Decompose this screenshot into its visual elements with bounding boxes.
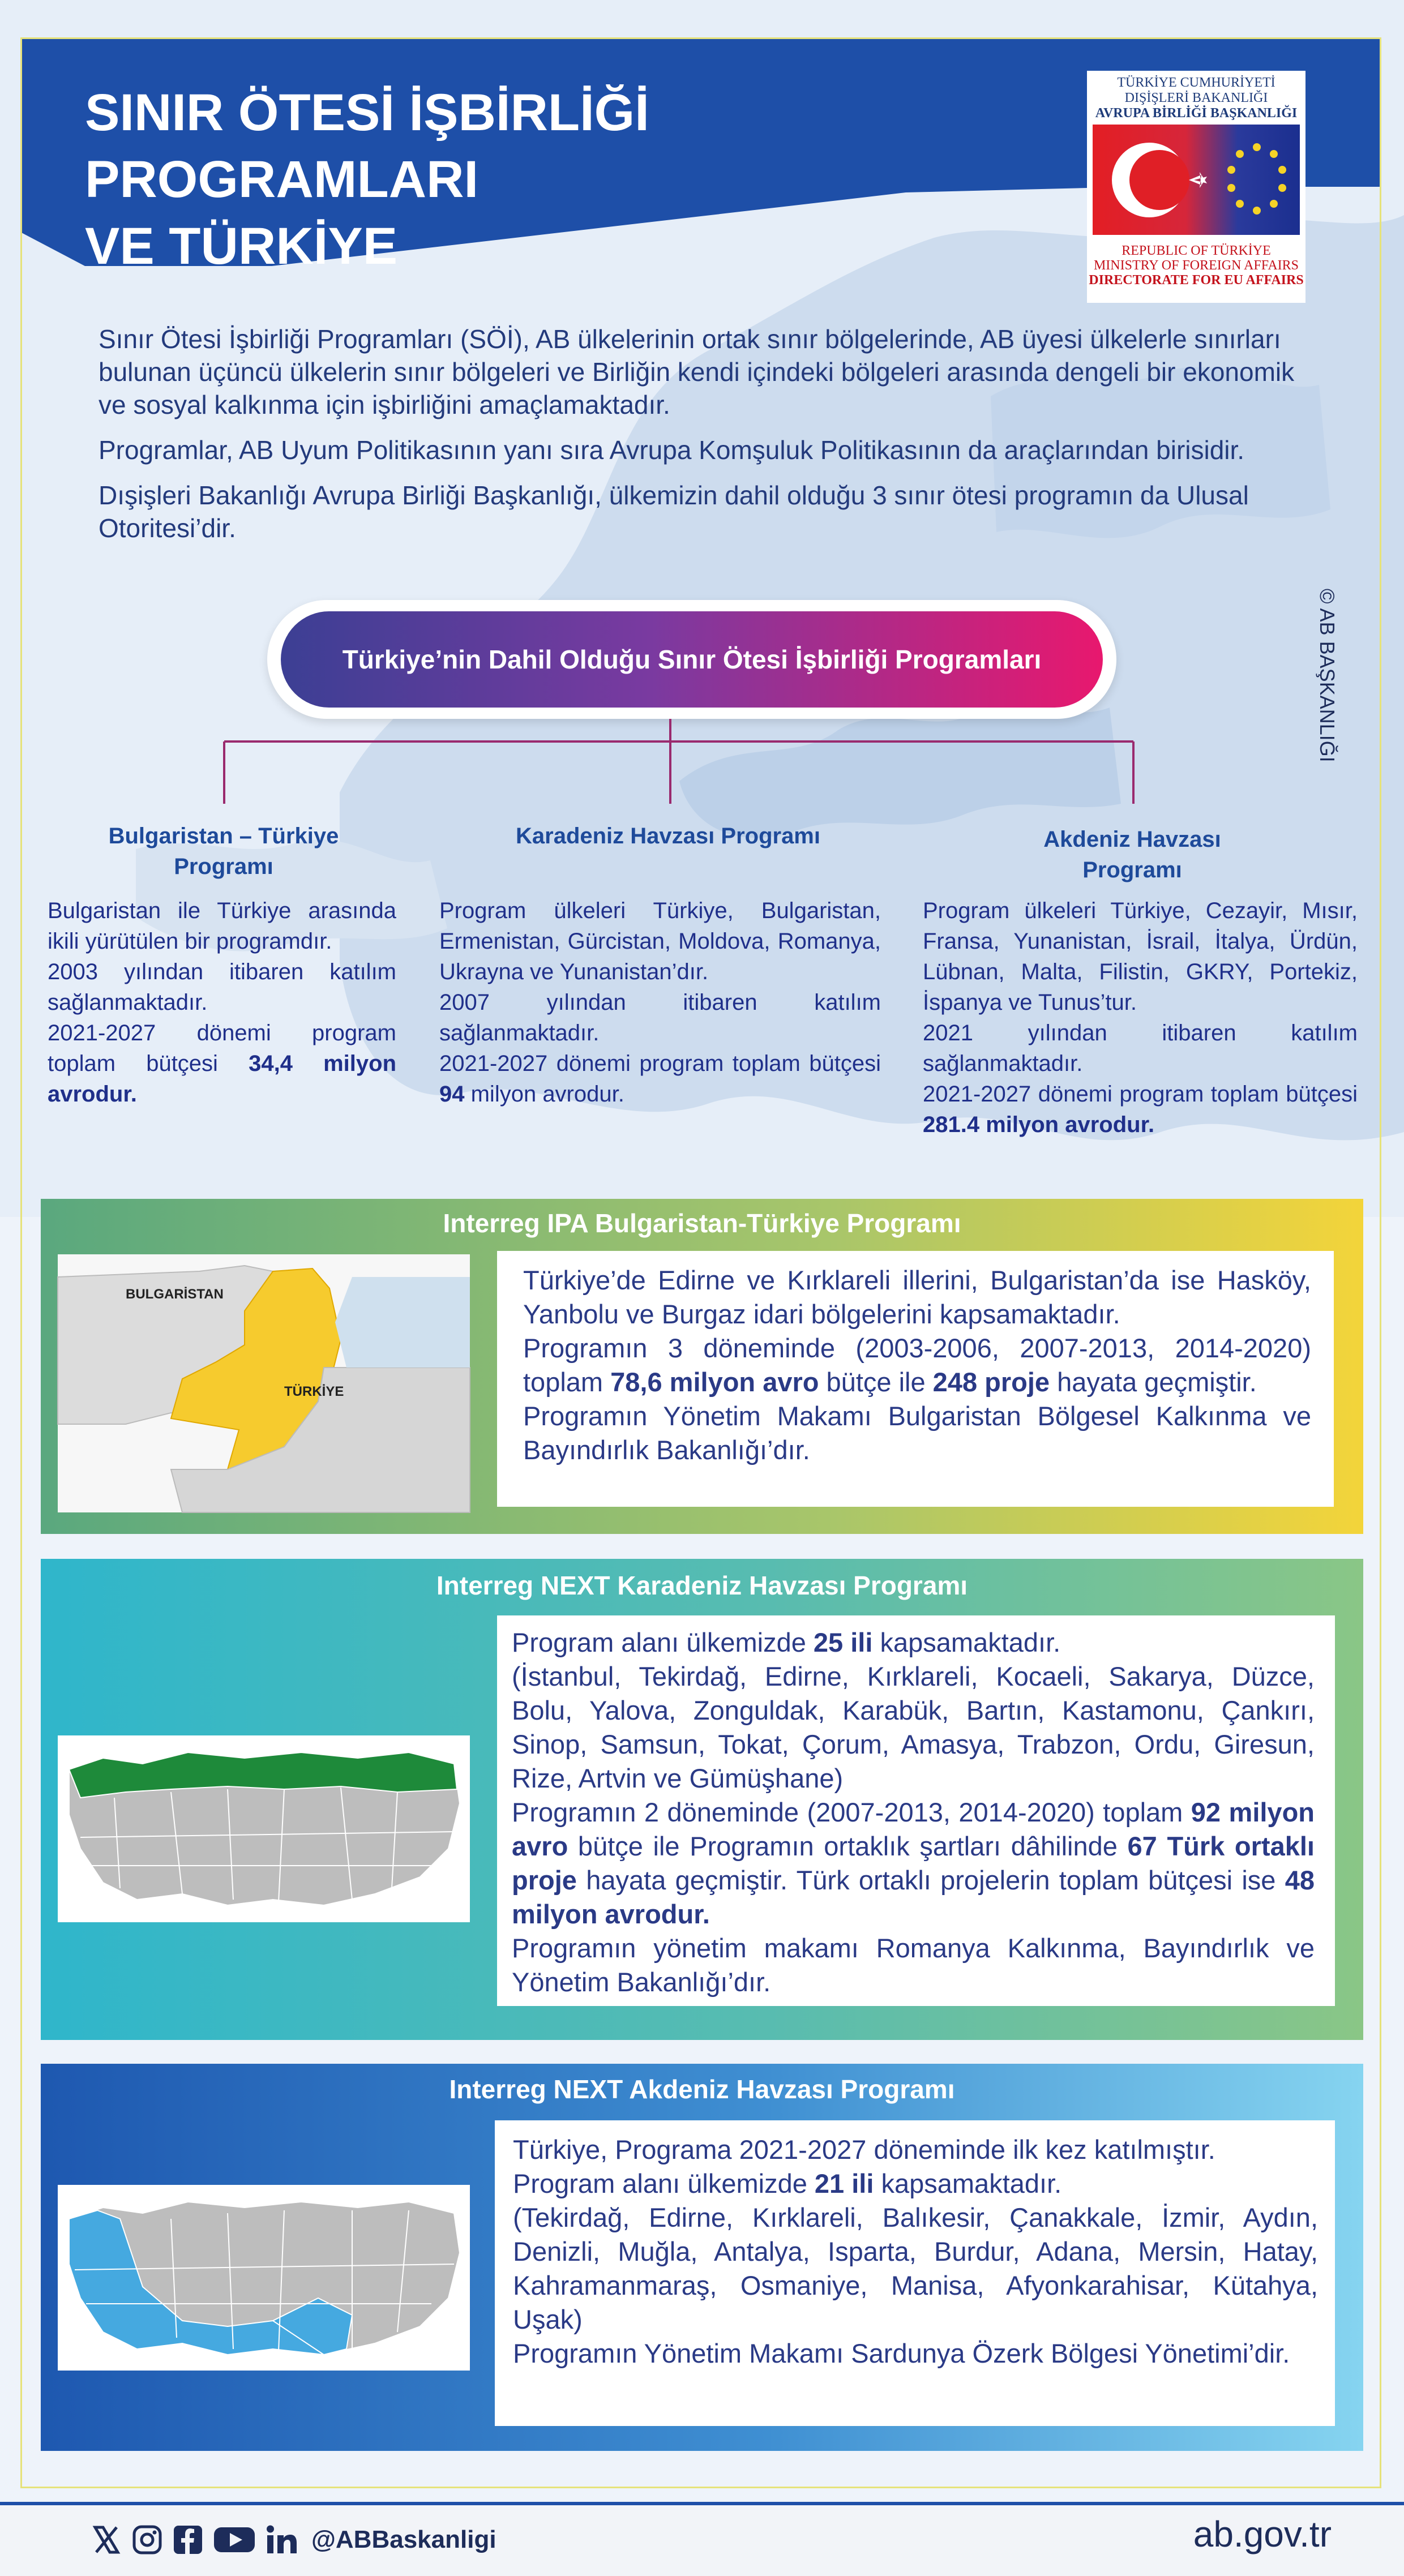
title-line-2: VE TÜRKİYE bbox=[85, 217, 398, 275]
title-line-1: SINIR ÖTESİ İŞBİRLİĞİ PROGRAMLARI bbox=[85, 84, 649, 208]
map-label-turkey: TÜRKİYE bbox=[284, 1384, 344, 1399]
bulgaria-turkey-map bbox=[58, 1254, 470, 1512]
panel2-p3-c: bütçe ile Programın ortaklık şartları dâhilinde bbox=[568, 1831, 1128, 1861]
panel2-paragraph-4: Programın yönetim makamı Romanya Kalkınma, Bayındırlık ve Yönetim Bakanlığı’dır. bbox=[512, 1933, 1315, 1997]
logo-en-line-3: DIRECTORATE FOR EU AFFAIRS bbox=[1089, 273, 1304, 288]
panel2-p3-projects: 67 Türk ortaklı proje bbox=[512, 1831, 1315, 1895]
panel3-paragraph-4: Programın Yönetim Makamı Sardunya Özerk Bölgesi Yönetimi’dir. bbox=[513, 2338, 1290, 2368]
panel2-p1-c: kapsamaktadır. bbox=[872, 1627, 1061, 1657]
mediterranean-map-svg bbox=[58, 2185, 470, 2371]
column-text-mediterranean bbox=[923, 895, 1358, 1140]
panel1-paragraph-1: Türkiye’de Edirne ve Kırklareli illerini, Bulgaristan’da ise Hasköy, Yanbolu ve Burgaz idari bölgelerini kapsamaktadır. bbox=[523, 1265, 1311, 1329]
panel-mediterranean bbox=[41, 2064, 1363, 2451]
intro-paragraph-2: Programlar, AB Uyum Politikasının yanı sıra Avrupa Komşuluk Politikasının da araçlarından birisidir. bbox=[99, 435, 1245, 465]
column-text-bulgaria bbox=[48, 895, 396, 1109]
column-title-black-sea: Karadeniz Havzası Programı bbox=[516, 824, 820, 848]
logo-tr-line-2: DIŞİŞLERİ BAKANLIĞI bbox=[1124, 91, 1268, 105]
column-title-bulgaria: Bulgaristan – Türkiye Programı bbox=[108, 824, 339, 879]
column-text-mediterranean-body: Program ülkeleri Türkiye, Cezayir, Mısır, Fransa, Yunanistan, İsrail, İtalya, Ürdün, Lübnan, Malta, Filistin, GKRY, Portekiz, İspanya ve Tunus’tur. 2021 yılından itibaren katılım sağlanmaktadır. 2021-2027 dönemi program toplam bütçesi bbox=[923, 898, 1358, 1107]
connector-lines bbox=[0, 0, 1404, 849]
instagram-icon[interactable] bbox=[131, 2524, 163, 2556]
programs-heading: Türkiye’nin Dahil Olduğu Sınır Ötesi İşbirliği Programları bbox=[281, 611, 1103, 708]
panel2-p1-a: Program alanı ülkemizde bbox=[512, 1627, 814, 1657]
linkedin-icon[interactable] bbox=[265, 2524, 299, 2556]
panel2-p3-a: Programın 2 döneminde (2007-2013, 2014-2020) toplam bbox=[512, 1797, 1191, 1827]
panel-text-black-sea bbox=[497, 1615, 1335, 2006]
column-title-mediterranean: Akdeniz Havzası Programı bbox=[1043, 827, 1221, 882]
panel-title-bulgaria-turkey: Interreg IPA Bulgaristan-Türkiye Programı bbox=[443, 1208, 961, 1238]
logo-tr-line-3: AVRUPA BİRLİĞİ BAŞKANLIĞI bbox=[1095, 106, 1298, 121]
panel2-p3-e: hayata geçmiştir. Türk ortaklı projelerin toplam bütçesi ise bbox=[576, 1865, 1285, 1895]
youtube-icon[interactable] bbox=[213, 2524, 256, 2556]
intro-paragraph-1: Sınır Ötesi İşbirliği Programları (SÖİ), AB ülkelerinin ortak sınır bölgelerinde, AB üyesi ülkelerle sınırları bulunan üçüncü ülkelerin sınır bölgeleri ve Birliğin kendi içindeki bölgeleri arasında dengeli bir ekonomik ve sosyal kalkınma için işbirliğini amaçlamaktadır. bbox=[99, 324, 1295, 419]
column-text-mediterranean-bold: 281.4 milyon avrodur. bbox=[923, 1112, 1155, 1137]
panel1-p2-budget: 78,6 milyon avro bbox=[610, 1367, 819, 1397]
panel2-p1-count: 25 ili bbox=[813, 1627, 873, 1657]
black-sea-map bbox=[58, 1735, 470, 1922]
intro-paragraph-3: Dışişleri Bakanlığı Avrupa Birliği Başkanlığı, ülkemizin dahil olduğu 3 sınır ötesi programın da Ulusal Otoritesi’dir. bbox=[99, 481, 1249, 543]
panel1-p2-c: bütçe ile bbox=[819, 1367, 933, 1397]
panel3-paragraph-1: Türkiye, Programa 2021-2027 döneminde ilk kez katılmıştır. bbox=[513, 2134, 1215, 2164]
bulgaria-turkey-map-svg bbox=[58, 1254, 470, 1512]
panel-text-bulgaria-turkey bbox=[497, 1251, 1334, 1507]
column-text-black-sea bbox=[439, 895, 881, 1109]
panel3-paragraph-3: (Tekirdağ, Edirne, Kırklareli, Balıkesir, Çanakkale, İzmir, Aydın, Denizli, Muğla, Antalya, Isparta, Burdur, Adana, Mersin, Hatay, Kahramanmaraş, Osmaniye, Manisa, Afyonkarahisar, Kütahya, Uşak) bbox=[513, 2202, 1318, 2334]
panel3-p2-a: Program alanı ülkemizde bbox=[513, 2168, 815, 2198]
column-text-bulgaria-body: Bulgaristan ile Türkiye arasında ikili yürütülen bir programdır. 2003 yılından itibaren katılım sağlanmaktadır. 2021-2027 dönemi program toplam bütçesi bbox=[48, 898, 396, 1076]
copyright-text: © AB BAŞKANLIĞI bbox=[1316, 589, 1339, 762]
panel2-paragraph-2: (İstanbul, Tekirdağ, Edirne, Kırklareli, Kocaeli, Sakarya, Düzce, Bolu, Yalova, Zonguldak, Karabük, Bartın, Kastamonu, Çankırı, Sinop, Samsun, Tokat, Çorum, Amasya, Trabzon, Ordu, Giresun, Rize, Artvin ve Gümüşhane) bbox=[512, 1661, 1315, 1793]
panel3-p2-c: kapsamaktadır. bbox=[874, 2168, 1062, 2198]
footer-divider bbox=[0, 2502, 1404, 2505]
panel-title-black-sea: Interreg NEXT Karadeniz Havzası Programı bbox=[436, 1571, 968, 1600]
panel3-paragraph-2 bbox=[513, 2167, 1318, 2201]
x-icon[interactable] bbox=[91, 2524, 122, 2556]
panel2-p3-budget: 92 milyon avro bbox=[512, 1797, 1315, 1861]
panel2-paragraph-3 bbox=[512, 1795, 1315, 1931]
map-label-bulgaria: BULGARİSTAN bbox=[126, 1287, 224, 1302]
panel2-paragraph-1 bbox=[512, 1626, 1315, 1660]
social-links bbox=[91, 2520, 496, 2560]
column-text-black-sea-body: Program ülkeleri Türkiye, Bulgaristan, Ermenistan, Gürcistan, Moldova, Romanya, Ukrayna ve Yunanistan’dır. 2007 yılından itibaren katılım sağlanmaktadır. 2021-2027 dönemi program toplam bütçesi bbox=[439, 898, 881, 1076]
panel-text-mediterranean bbox=[495, 2120, 1335, 2426]
panel2-p3-total: 48 milyon avrodur. bbox=[512, 1865, 1315, 1929]
facebook-icon[interactable] bbox=[172, 2524, 204, 2556]
black-sea-map-svg bbox=[58, 1735, 470, 1922]
logo-en-line-1: REPUBLIC OF TÜRKİYE bbox=[1122, 243, 1271, 258]
logo-en-line-2: MINISTRY OF FOREIGN AFFAIRS bbox=[1093, 258, 1299, 273]
website-link[interactable]: ab.gov.tr bbox=[1193, 2514, 1332, 2554]
panel3-p2-count: 21 ili bbox=[814, 2168, 874, 2198]
panel-black-sea bbox=[41, 1559, 1363, 2040]
column-text-black-sea-after: milyon avrodur. bbox=[464, 1082, 624, 1107]
panel1-p2-e: hayata geçmiştir. bbox=[1050, 1367, 1257, 1397]
panel1-paragraph-3: Programın Yönetim Makamı Bulgaristan Bölgesel Kalkınma ve Bayındırlık Bakanlığı’dır. bbox=[523, 1401, 1311, 1465]
panel1-p2-a: Programın 3 döneminde (2003-2006, 2007-2013, 2014-2020) toplam bbox=[523, 1333, 1311, 1397]
panel1-p2-projects: 248 proje bbox=[932, 1367, 1050, 1397]
mediterranean-map bbox=[58, 2185, 470, 2371]
panel-title-mediterranean: Interreg NEXT Akdeniz Havzası Programı bbox=[449, 2074, 955, 2104]
logo-tr-line-1: TÜRKİYE CUMHURİYETİ bbox=[1117, 75, 1275, 90]
column-text-black-sea-bold: 94 bbox=[439, 1082, 465, 1107]
social-handle[interactable]: @ABBaskanligi bbox=[311, 2526, 496, 2553]
panel1-paragraph-2 bbox=[523, 1331, 1311, 1399]
panel-bulgaria-turkey bbox=[41, 1199, 1363, 1534]
column-text-bulgaria-bold: 34,4 milyon avrodur. bbox=[48, 1051, 396, 1107]
